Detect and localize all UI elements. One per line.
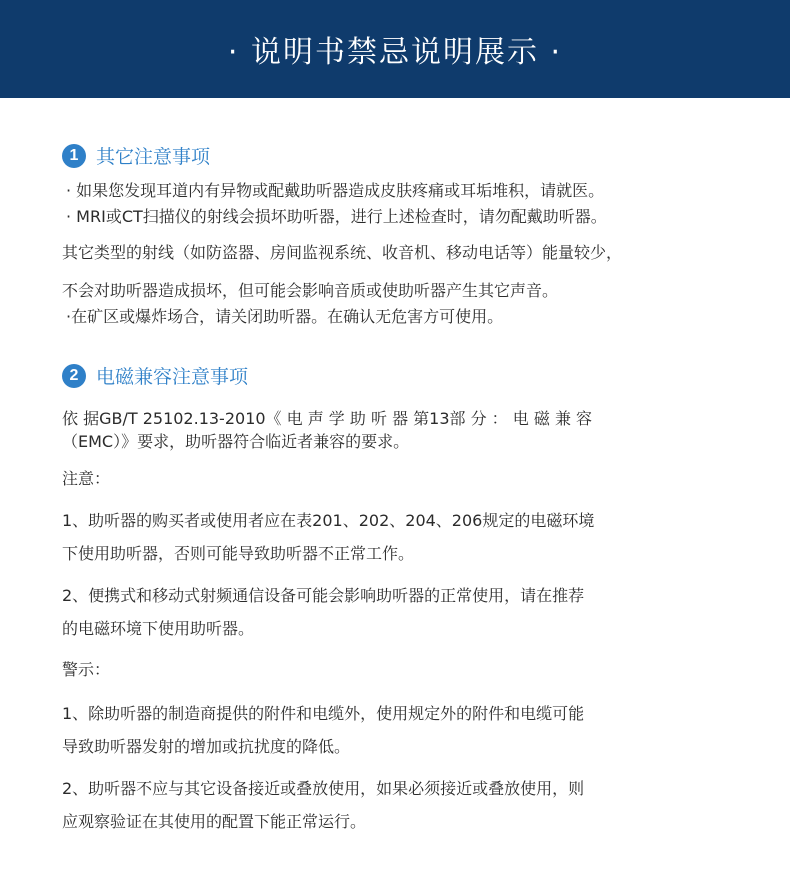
section-2-heading [62, 362, 248, 389]
s2-note2-line-2: 的电磁环境下使用助听器。 [62, 619, 255, 638]
s2-warn2-line-1: 2、助听器不应与其它设备接近或叠放使用，如果必须接近或叠放使用，则 [62, 779, 585, 798]
s2-warn2-line-2: 应观察验证在其使用的配置下能正常运行。 [62, 812, 367, 831]
header-banner [0, 0, 790, 98]
s2-note1-line-1: 1、助听器的购买者或使用者应在表201、202、204、206规定的电磁环境 [62, 511, 595, 530]
s1-line-2: · MRI或CT扫描仪的射线会损坏助听器，进行上述检查时，请勿配戴助听器。 [66, 207, 607, 226]
page-title: · 说明书禁忌说明展示 · [227, 35, 563, 70]
number-badge-2: 2 [62, 364, 86, 388]
section-2-title: 电磁兼容注意事项 [96, 366, 249, 388]
s2-warn1-line-2: 导致助听器发射的增加或抗扰度的降低。 [62, 737, 351, 756]
s2-note1-line-2: 下使用助听器，否则可能导致助听器不正常工作。 [62, 544, 415, 563]
s1-line-5: ·在矿区或爆炸场合，请关闭助听器。在确认无危害方可使用。 [66, 307, 504, 326]
s2-basis-line-2: （EMC）》要求，助听器符合临近者兼容的要求。 [62, 432, 410, 451]
s2-note-label: 注意： [62, 469, 111, 488]
s1-line-3: 其它类型的射线（如防盗器、房间监视系统、收音机、移动电话等）能量较少， [62, 243, 623, 262]
s1-line-4: 不会对助听器造成损坏，但可能会影响音质或使助听器产生其它声音。 [62, 281, 559, 300]
s1-line-1: · 如果您发现耳道内有异物或配戴助听器造成皮肤疼痛或耳垢堆积，请就医。 [66, 181, 605, 200]
number-badge-1: 1 [62, 144, 86, 168]
section-1-title: 其它注意事项 [96, 146, 211, 168]
s2-note2-line-1: 2、便携式和移动式射频通信设备可能会影响助听器的正常使用，请在推荐 [62, 586, 585, 605]
section-1-heading [62, 142, 210, 169]
s2-warn-label: 警示： [62, 660, 111, 679]
s2-warn1-line-1: 1、除助听器的制造商提供的附件和电缆外，使用规定外的附件和电缆可能 [62, 704, 585, 723]
s2-basis-line-1: 依 据GB/T 25102.13-2010《 电 声 学 助 听 器 第13部 分 ： 电 磁 兼 容 [62, 409, 593, 428]
